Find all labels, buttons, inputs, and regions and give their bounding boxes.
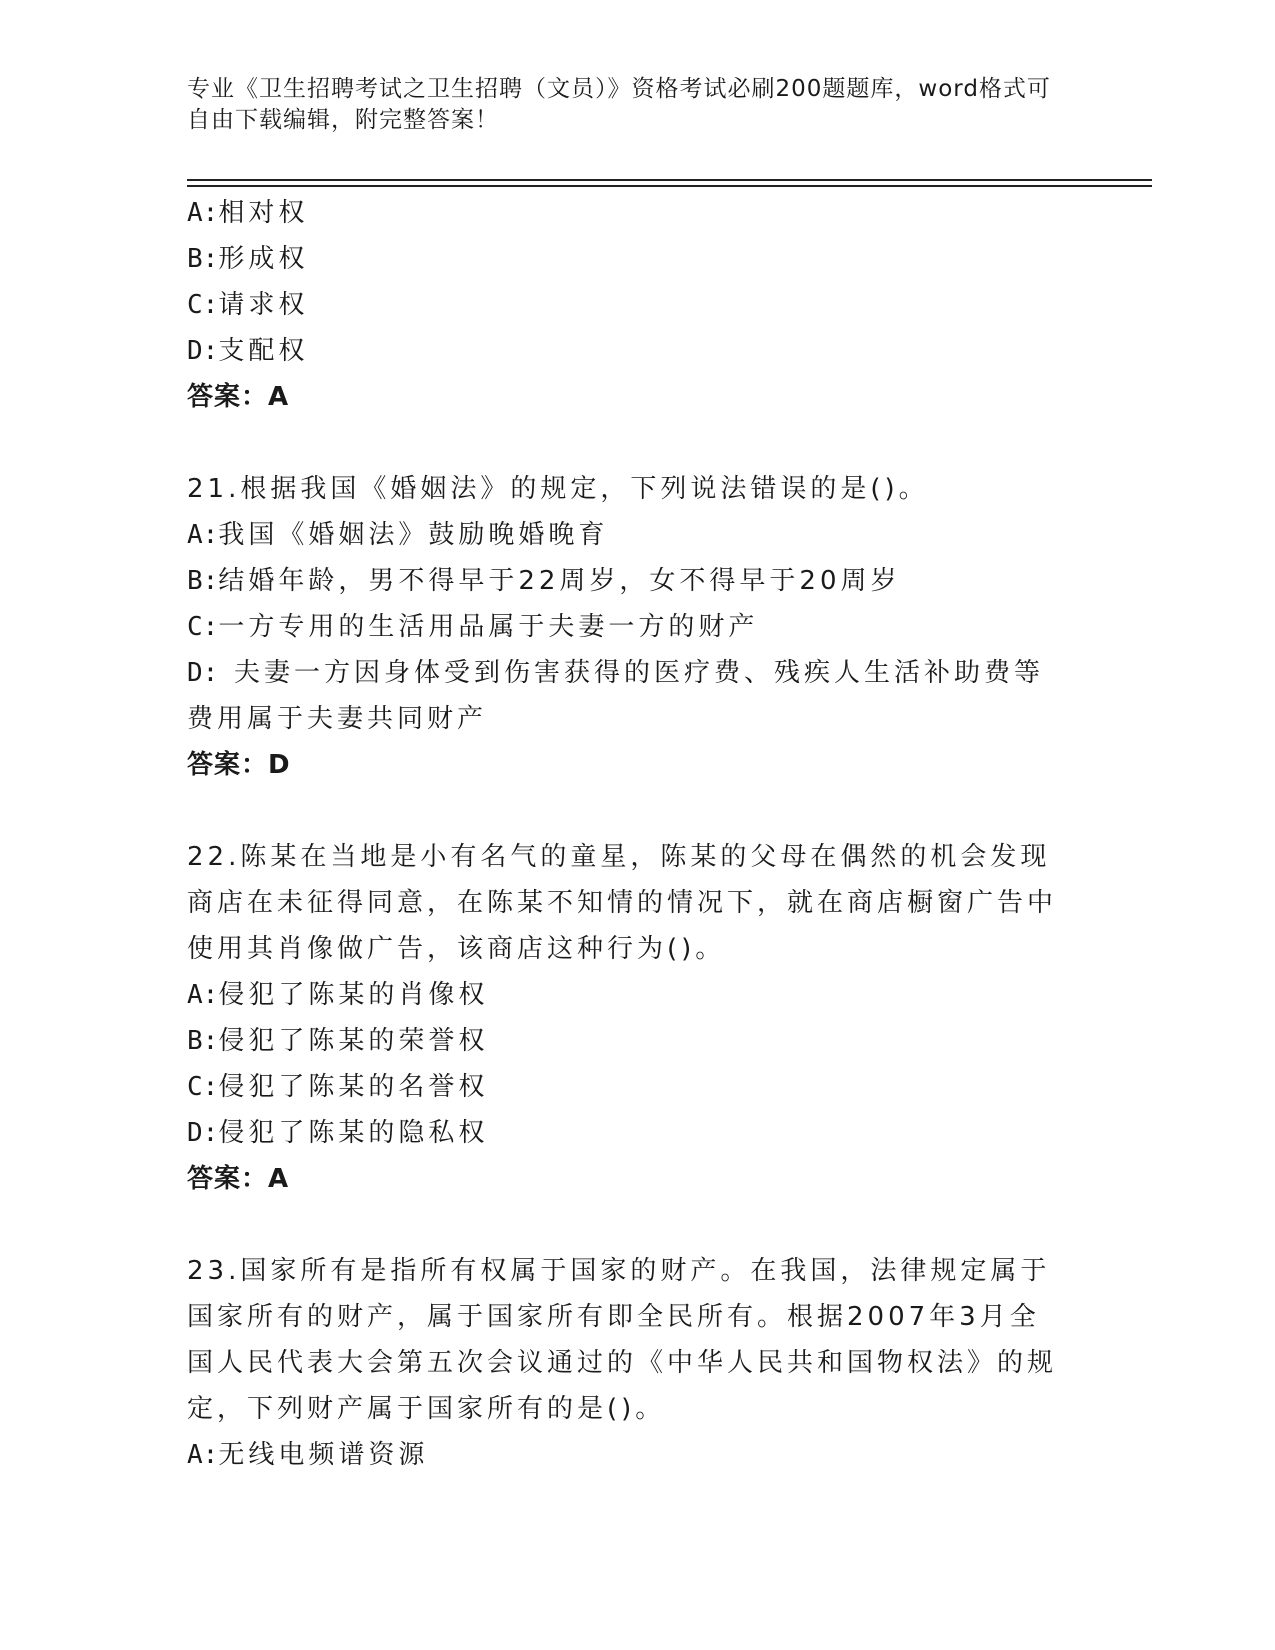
option-a <box>187 1432 1067 1478</box>
option-text: 我国《婚姻法》鼓励晚婚晚育 <box>218 520 609 550</box>
option-text: 无线电频谱资源 <box>218 1440 429 1470</box>
option-letter: D: <box>187 336 219 366</box>
question-stem: 21.根据我国《婚姻法》的规定，下列说法错误的是()。 <box>187 474 929 504</box>
option-letter: A: <box>187 520 219 550</box>
option-text: 相对权 <box>218 198 309 228</box>
option-b <box>187 1018 1067 1064</box>
option-a <box>187 190 1067 236</box>
option-letter: C: <box>187 1072 219 1102</box>
option-letter: C: <box>187 612 219 642</box>
option-d <box>187 1110 1067 1156</box>
option-letter: D: <box>187 1118 219 1148</box>
option-c <box>187 1064 1067 1110</box>
option-letter: A: <box>187 198 219 228</box>
option-text: 结婚年龄，男不得早于22周岁，女不得早于20周岁 <box>218 566 901 596</box>
option-d <box>187 328 1067 374</box>
option-b <box>187 558 1067 604</box>
option-text: 侵犯了陈某的隐私权 <box>218 1118 489 1148</box>
answer-line: 答案：A <box>187 1164 290 1194</box>
question-21 <box>187 466 1067 788</box>
question-stem: 23.国家所有是指所有权属于国家的财产。在我国，法律规定属于国家所有的财产，属于国家所有即全民所有。根据2007年3月全国人民代表大会第五次会议通过的《中华人民共和国物权法》的规定，下列财产属于国家所有的是()。 <box>187 1256 1058 1424</box>
option-text: 形成权 <box>218 244 309 274</box>
document-body <box>187 190 1067 1478</box>
prev-question-tail <box>187 190 1067 420</box>
question-22 <box>187 834 1067 1202</box>
option-letter: A: <box>187 980 219 1010</box>
option-letter: C: <box>187 290 219 320</box>
option-text: 侵犯了陈某的名誉权 <box>218 1072 489 1102</box>
option-letter: D: <box>187 658 234 688</box>
option-letter: B: <box>187 1026 219 1056</box>
option-text: 侵犯了陈某的肖像权 <box>218 980 489 1010</box>
option-letter: B: <box>187 244 219 274</box>
option-text: 侵犯了陈某的荣誉权 <box>218 1026 489 1056</box>
header-rule-bottom <box>187 185 1152 187</box>
option-b <box>187 236 1067 282</box>
option-a <box>187 972 1067 1018</box>
header-text: 专业《卫生招聘考试之卫生招聘（文员）》资格考试必刷200题题库，word格式可自由下载编辑，附完整答案！ <box>187 76 1051 133</box>
option-c <box>187 282 1067 328</box>
document-header <box>187 74 1067 136</box>
option-letter: B: <box>187 566 219 596</box>
option-text: 夫妻一方因身体受到伤害获得的医疗费、残疾人生活补助费等费用属于夫妻共同财产 <box>187 658 1044 734</box>
option-a <box>187 512 1067 558</box>
option-text: 一方专用的生活用品属于夫妻一方的财产 <box>218 612 759 642</box>
answer-line: 答案：D <box>187 750 291 780</box>
answer-line: 答案：A <box>187 382 290 412</box>
question-stem: 22.陈某在当地是小有名气的童星，陈某的父母在偶然的机会发现商店在未征得同意，在陈某不知情的情况下，就在商店橱窗广告中使用其肖像做广告，该商店这种行为()。 <box>187 842 1058 964</box>
option-text: 支配权 <box>218 336 309 366</box>
option-d <box>187 650 1067 742</box>
option-c <box>187 604 1067 650</box>
option-letter: A: <box>187 1440 219 1470</box>
header-rule-top <box>187 179 1152 181</box>
question-23 <box>187 1248 1067 1478</box>
option-text: 请求权 <box>218 290 309 320</box>
